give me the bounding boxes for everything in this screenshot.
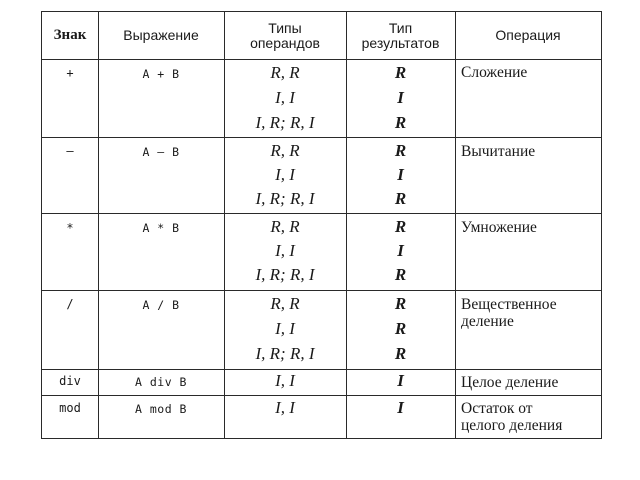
header-sign-label: Знак — [53, 27, 87, 43]
header-operation — [455, 12, 601, 59]
table-row — [42, 214, 98, 290]
result-type: R — [394, 344, 407, 363]
header-sign — [42, 12, 98, 59]
table-row — [42, 396, 98, 438]
operands-cell — [224, 214, 346, 290]
operand-pair: I, I — [275, 241, 295, 260]
expression-cell-wrap — [98, 291, 224, 369]
result-type: R — [394, 189, 407, 208]
operation-cell — [455, 374, 601, 391]
operand-pair: I, I — [275, 371, 295, 390]
expression-cell-wrap — [98, 60, 224, 137]
operation-name: Умножение — [461, 219, 537, 236]
operand-pair: I, R; R, I — [255, 113, 315, 132]
result-type: R — [394, 319, 407, 338]
header-result-type — [346, 12, 455, 59]
operation-name: Вычитание — [461, 143, 536, 160]
result-type: I — [397, 371, 404, 390]
operand-pair: I, R; R, I — [255, 344, 315, 363]
result-type: I — [397, 241, 404, 260]
header-operand-types-line2: операндов — [250, 34, 320, 51]
operation-name-cont: деление — [461, 313, 514, 330]
header-expression-label: Выражение — [123, 27, 199, 43]
expression-cell-wrap — [98, 138, 224, 213]
results-cell — [346, 291, 455, 369]
result-type: R — [394, 141, 407, 160]
result-type: R — [394, 294, 407, 313]
operation-name: Остаток от — [461, 400, 533, 417]
table-row — [42, 370, 98, 395]
expression-cell: A div B — [135, 375, 187, 389]
operand-pair: I, I — [275, 88, 295, 107]
operation-name: Сложение — [461, 64, 528, 81]
operation-name-cont: целого деления — [461, 417, 563, 434]
operands-cell — [224, 138, 346, 213]
expression-cell-wrap — [98, 396, 224, 438]
operation-name: Вещественное — [461, 296, 557, 313]
table-row — [42, 138, 98, 213]
results-cell — [346, 214, 455, 290]
result-type: R — [394, 217, 407, 236]
result-type: R — [394, 113, 407, 132]
operand-pair: I, I — [275, 398, 295, 417]
operations-table — [41, 11, 602, 439]
sign-cell: / — [66, 297, 74, 311]
result-type: R — [394, 265, 407, 284]
operation-cell — [455, 400, 601, 434]
table-row — [42, 60, 98, 137]
operation-cell — [455, 64, 601, 81]
operands-cell — [224, 60, 346, 137]
operation-name: Целое деление — [461, 374, 559, 391]
result-type: I — [397, 398, 404, 417]
operand-pair: R, R — [270, 217, 300, 236]
expression-cell-wrap — [98, 370, 224, 395]
operand-pair: I, R; R, I — [255, 265, 315, 284]
expression-cell: A mod B — [135, 402, 187, 416]
header-expression — [98, 12, 224, 59]
table-row — [42, 291, 98, 369]
expression-cell: A – B — [142, 145, 180, 159]
operand-pair: R, R — [270, 63, 300, 82]
operand-pair: R, R — [270, 141, 300, 160]
results-cell — [346, 60, 455, 137]
operation-cell — [455, 296, 601, 330]
results-cell — [346, 370, 455, 395]
result-type: I — [397, 88, 404, 107]
expression-cell: A / B — [142, 298, 180, 312]
result-type: I — [397, 165, 404, 184]
operation-cell — [455, 143, 601, 160]
operands-cell — [224, 291, 346, 369]
operand-pair: R, R — [270, 294, 300, 313]
results-cell — [346, 138, 455, 213]
sign-cell: mod — [59, 401, 81, 415]
operand-pair: I, I — [275, 165, 295, 184]
operation-cell — [455, 219, 601, 236]
operand-pair: I, I — [275, 319, 295, 338]
sign-cell: div — [59, 374, 81, 388]
header-result-type-line1: Тип — [388, 19, 413, 36]
expression-cell: A + B — [142, 67, 180, 81]
sign-cell: – — [66, 144, 74, 158]
expression-cell: A * B — [142, 221, 180, 235]
operands-cell — [224, 370, 346, 395]
results-cell — [346, 396, 455, 438]
operand-pair: I, R; R, I — [255, 189, 315, 208]
expression-cell-wrap — [98, 214, 224, 290]
sign-cell: + — [66, 66, 74, 80]
header-operation-label: Операция — [495, 27, 561, 43]
header-result-type-line2: результатов — [361, 34, 440, 51]
operands-cell — [224, 396, 346, 438]
result-type: R — [394, 63, 407, 82]
header-operand-types-line1: Типы — [268, 19, 302, 36]
sign-cell: * — [66, 221, 74, 235]
header-operand-types — [224, 12, 346, 59]
